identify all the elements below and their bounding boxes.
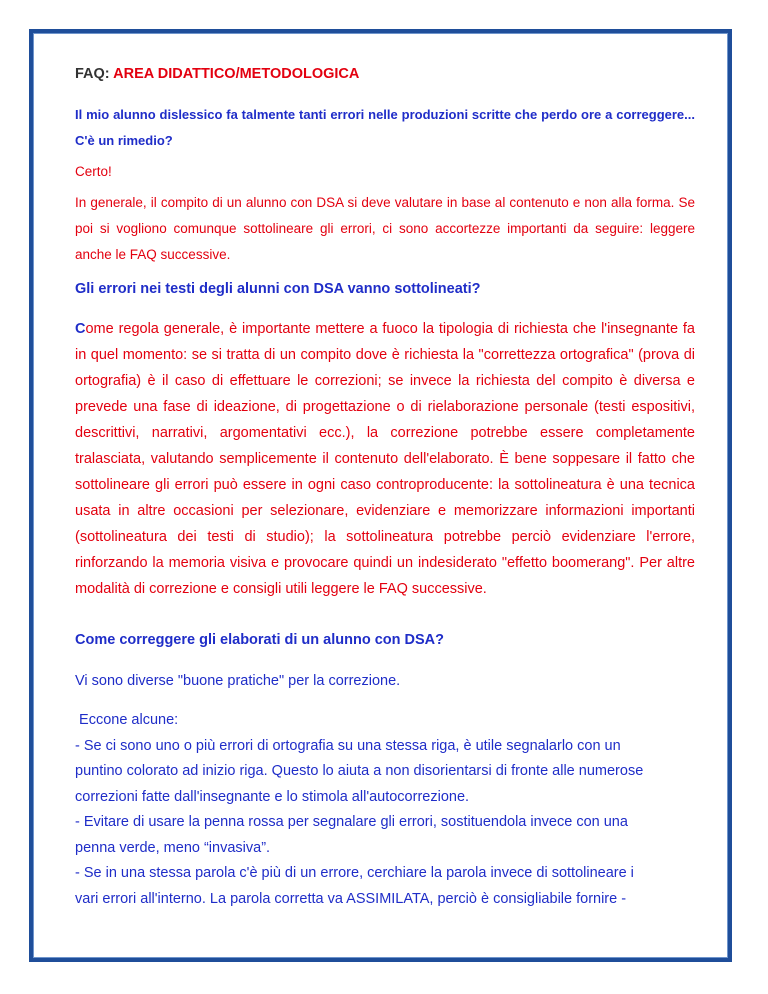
faq2-answer-text: ome regola generale, è importante mettere a fuoco la tipologia di richiesta che l'insegnante fa in quel momento: se si tratta di un compito dove è richiesta la "correttezza ortografica" (prova di ortografia) è il caso di effettuare le correzioni; se invece la richiesta del compito è diversa e prevede una fase di ideazione, di progettazione o di rielaborazione personale (testi espositivi, descrittivi, narrativi, argomentativi ecc.), la correzione potrebbe essere completamente tralasciata, valutando semplicemente il contenuto dell'elaborato. È bene soppesare il fatto che sottolineare gli errori può essere in ogni caso controproducente: la sottolineatura è una tecnica usata in altre occasioni per selezionare, evidenziare e memorizzare informazioni importanti (sottolineatura dei testi di studio); la sottolineatura potrebbe perciò evidenziare l'errore, rinforzando la memoria visiva e provocare quindi un indesiderato "effetto boomerang". Per altre modalità di correzione e consigli utili leggere le FAQ successive.	[75, 321, 695, 597]
faq1-question: Il mio alunno dislessico fa talmente tanti errori nelle produzioni scritte che perdo ore a correggere... C'è un rimedio?	[75, 107, 695, 148]
list-line: penna verde, meno “invasiva”.	[75, 839, 271, 856]
list-line: - Se ci sono uno o più errori di ortografia su una stessa riga, è utile segnalarlo con un	[75, 737, 621, 754]
list-line: correzioni fatte dall'insegnante e lo stimola all'autocorrezione.	[75, 788, 470, 805]
title-prefix: FAQ:	[75, 66, 114, 82]
faq1-answer: In generale, il compito di un alunno con DSA si deve valutare in base al contenuto e non alla forma. Se poi si vogliono comunque sottolineare gli errori, ci sono accortezze importanti da seguire: leggere anche le FAQ successive.	[75, 195, 695, 262]
section-title	[75, 66, 695, 82]
faq2-answer	[75, 316, 695, 602]
title-area: AREA DIDATTICO/METODOLOGICA	[113, 66, 360, 82]
drop-letter: C	[75, 321, 86, 337]
faq3-question: Come correggere gli elaborati di un alunno con DSA?	[75, 632, 444, 648]
list-line: - Evitare di usare la penna rossa per segnalare gli errori, sostituendola invece con una	[75, 814, 628, 830]
faq2-question: Gli errori nei testi degli alunni con DSA vanno sottolineati?	[75, 281, 481, 297]
list-intro: Eccone alcune:	[75, 712, 179, 728]
list-line: puntino colorato ad inizio riga. Questo lo aiuta a non disorientarsi di fronte alle numerose	[75, 763, 644, 779]
list-line: vari errori all'interno. La parola corretta va ASSIMILATA, perciò è consigliabile fornire -	[75, 890, 627, 907]
faq1-short-answer: Certo!	[75, 164, 112, 179]
faq3-list	[75, 708, 695, 912]
list-line: - Se in una stessa parola c'è più di un errore, cerchiare la parola invece di sottolineare i	[75, 865, 634, 881]
faq3-intro: Vi sono diverse "buone pratiche" per la correzione.	[75, 673, 401, 689]
